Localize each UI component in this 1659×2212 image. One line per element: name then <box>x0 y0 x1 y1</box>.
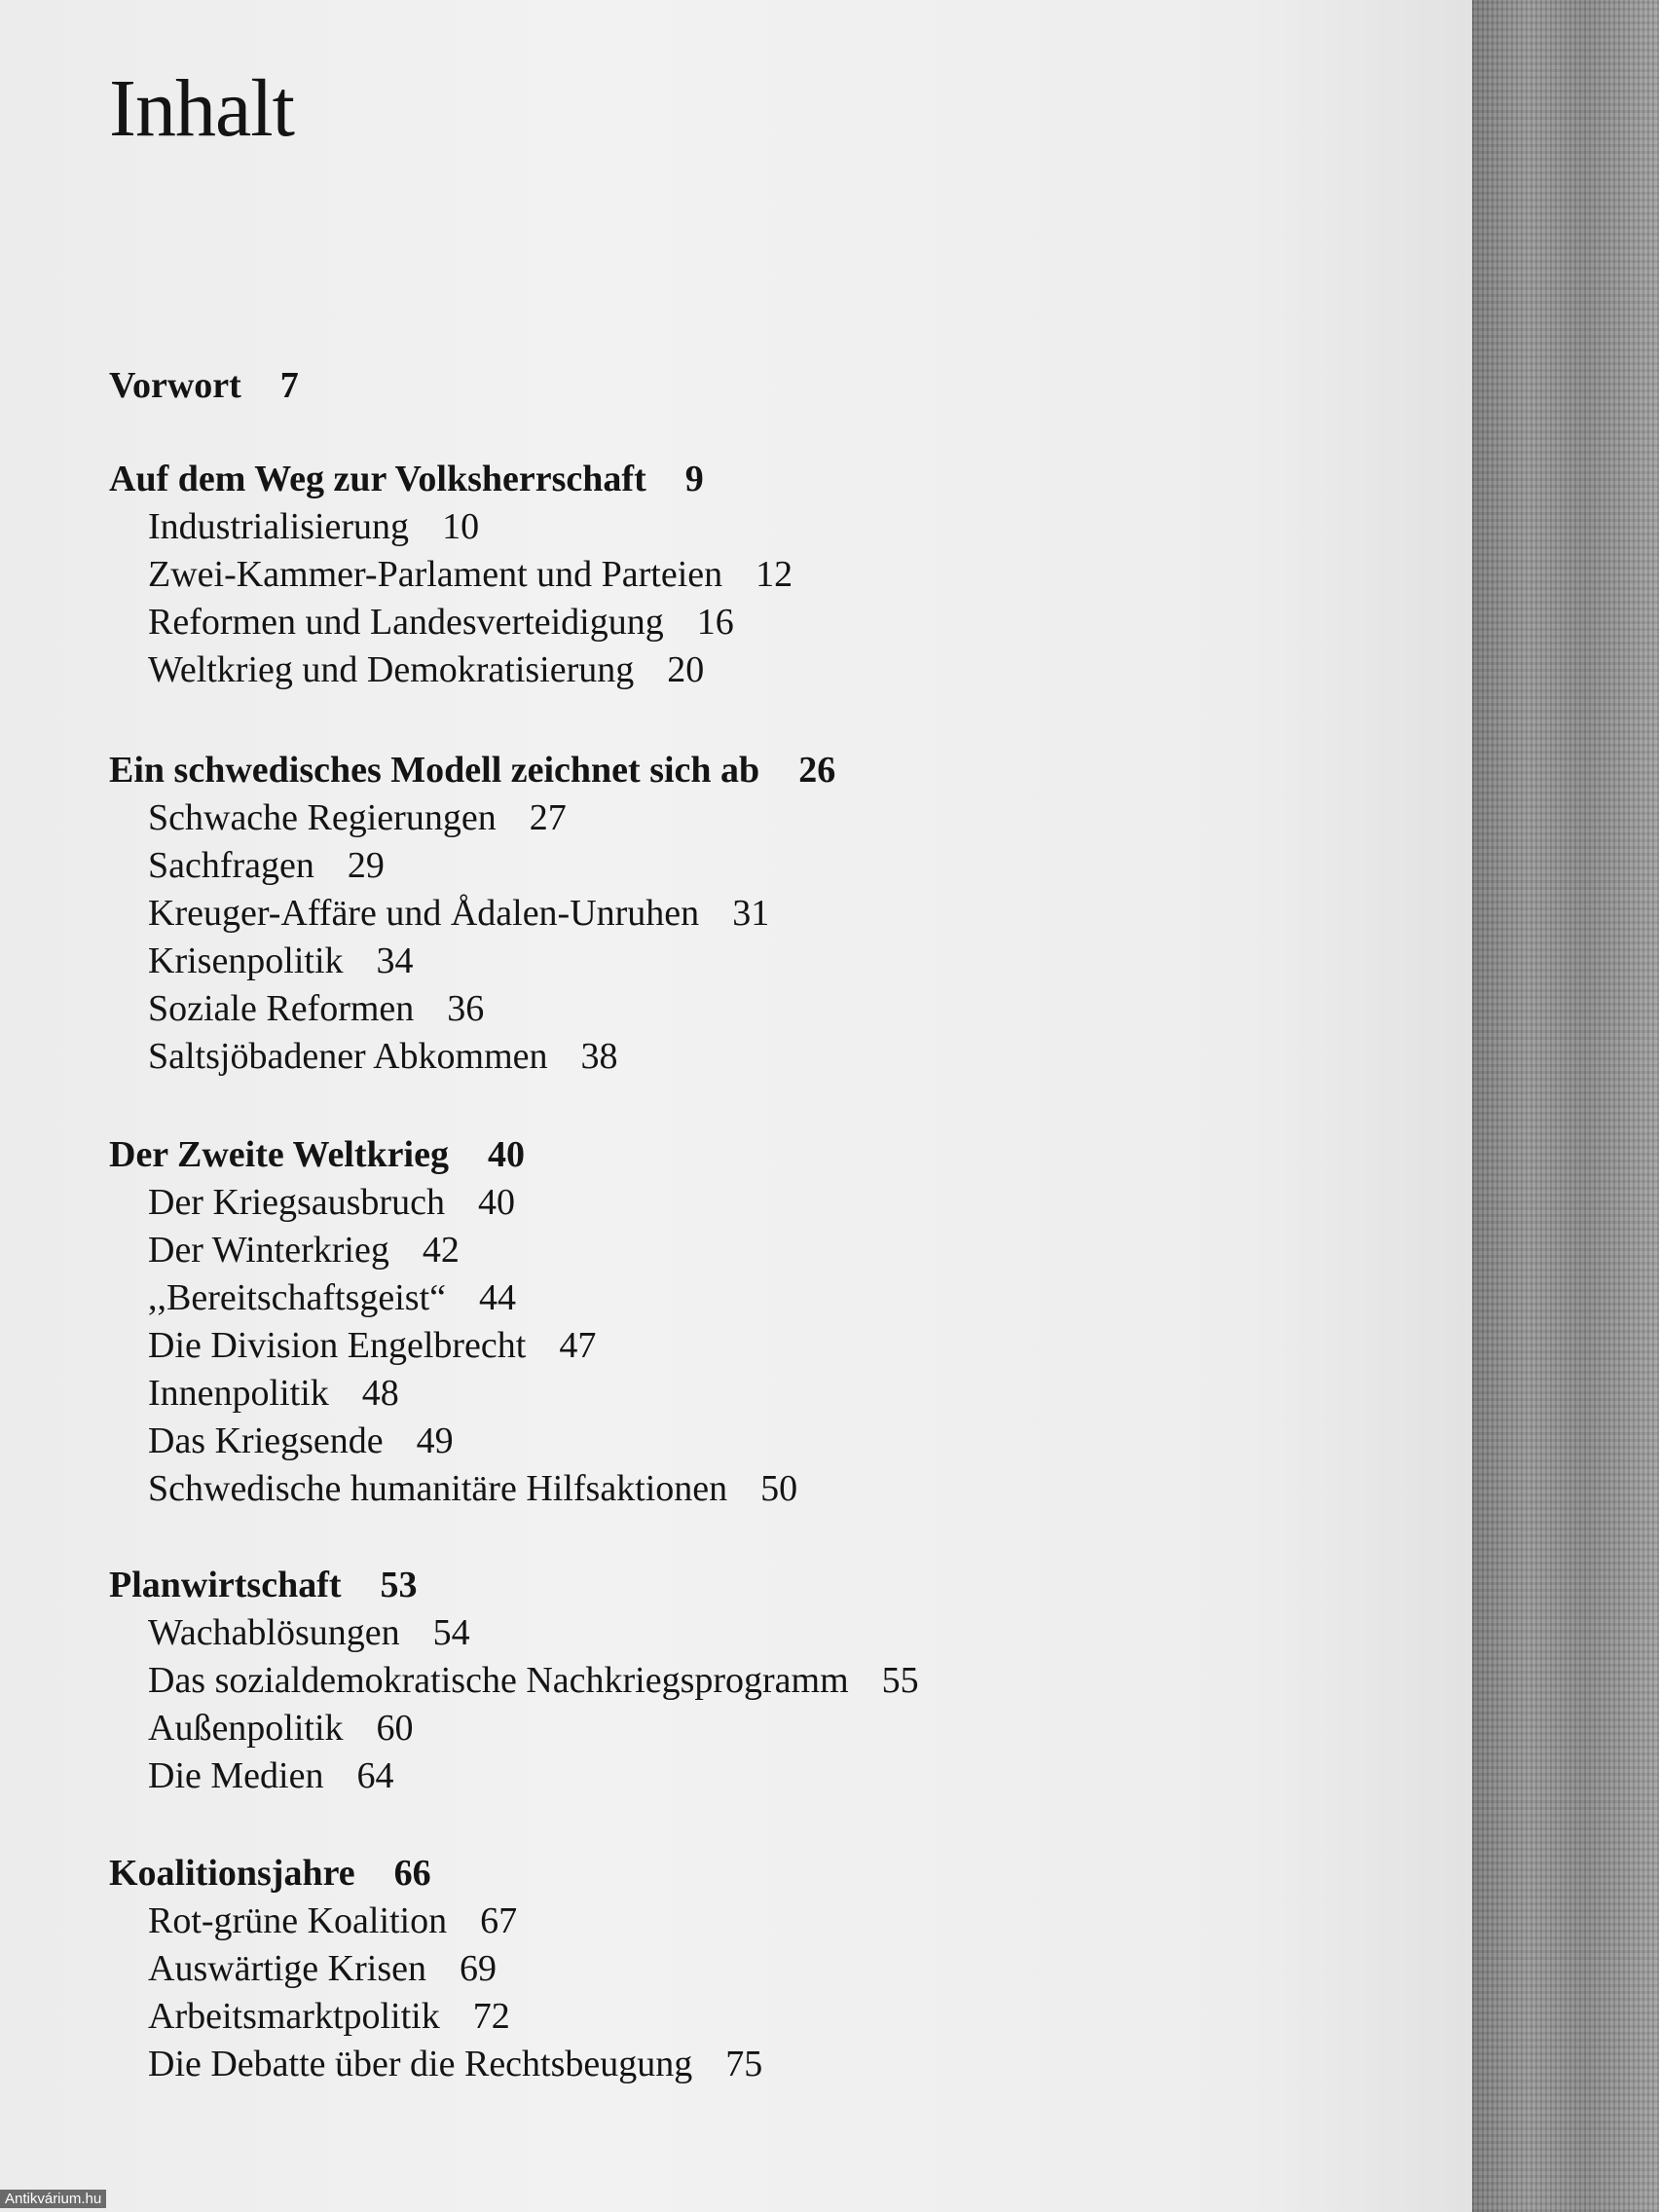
chapter-heading <box>109 1562 919 1609</box>
entry-page-number: 27 <box>529 797 567 838</box>
entry-page-number: 31 <box>732 893 770 934</box>
chapter-title: Koalitionsjahre <box>109 1853 355 1894</box>
toc-entry <box>109 1657 919 1705</box>
entry-title: Schwache Regierungen <box>148 797 497 838</box>
chapter-page-number: 9 <box>684 459 704 499</box>
chapter-title: Auf dem Weg zur Volksherrschaft <box>109 459 646 499</box>
toc-entry <box>109 1227 797 1274</box>
entry-page-number: 50 <box>760 1468 798 1509</box>
entry-title: Die Division Engelbrecht <box>148 1325 527 1366</box>
entry-title: Der Winterkrieg <box>148 1230 389 1271</box>
entry-page-number: 34 <box>376 940 414 981</box>
entry-page-number: 54 <box>432 1612 470 1653</box>
entry-page-number: 20 <box>667 649 705 690</box>
dark-background-edge <box>1472 0 1659 2212</box>
entry-page-number: 48 <box>361 1373 399 1414</box>
toc-entry <box>109 1609 919 1657</box>
toc-entry <box>109 890 835 938</box>
entry-page-number: 12 <box>756 554 793 595</box>
chapter-heading <box>109 1850 762 1898</box>
entry-page-number: 64 <box>356 1755 394 1796</box>
entry-page-number: 40 <box>477 1182 515 1223</box>
entry-page-number: 36 <box>447 988 485 1029</box>
chapter-title: Ein schwedisches Modell zeichnet sich ab <box>109 750 760 791</box>
watermark-label: Antikvárium.hu <box>0 2190 106 2208</box>
toc-entry <box>109 599 793 646</box>
toc-chapter <box>109 456 793 694</box>
entry-title: Soziale Reformen <box>148 988 415 1029</box>
entry-title: Zwei-Kammer-Parlament und Parteien <box>148 554 723 595</box>
chapter-page-number: 7 <box>279 365 299 406</box>
entry-page-number: 75 <box>725 2044 763 2084</box>
toc-chapter <box>109 1850 762 2088</box>
entry-title: Rot-grüne Koalition <box>148 1900 448 1941</box>
chapter-heading <box>109 362 299 410</box>
toc-entry <box>109 794 835 842</box>
chapter-page-number: 40 <box>487 1134 525 1175</box>
entry-page-number: 44 <box>479 1277 517 1318</box>
entry-page-number: 38 <box>580 1036 618 1077</box>
chapter-title: Planwirtschaft <box>109 1565 342 1605</box>
page-title: Inhalt <box>109 63 294 154</box>
toc-entry <box>109 551 793 599</box>
entry-title: Schwedische humanitäre Hilfsaktionen <box>148 1468 728 1509</box>
toc-entry <box>109 1993 762 2041</box>
chapter-heading <box>109 456 793 503</box>
entry-title: Wachablösungen <box>148 1612 400 1653</box>
entry-title: Industrialisierung <box>148 506 410 547</box>
toc-entry <box>109 1898 762 1945</box>
toc-entry <box>109 1274 797 1322</box>
toc-entry <box>109 646 793 694</box>
toc-entry <box>109 1465 797 1513</box>
entry-title: Der Kriegsausbruch <box>148 1182 445 1223</box>
entry-title: Arbeitsmarktpolitik <box>148 1996 440 2037</box>
entry-title: Krisenpolitik <box>148 940 344 981</box>
toc-entry <box>109 1752 919 1800</box>
chapter-title: Vorwort <box>109 365 241 406</box>
entry-title: Die Medien <box>148 1755 324 1796</box>
entry-page-number: 55 <box>881 1660 919 1701</box>
entry-page-number: 60 <box>376 1708 414 1749</box>
toc-entry <box>109 1322 797 1370</box>
entry-page-number: 72 <box>472 1996 510 2037</box>
entry-page-number: 47 <box>559 1325 597 1366</box>
toc-entry <box>109 938 835 985</box>
chapter-page-number: 26 <box>798 750 836 791</box>
toc-entry <box>109 842 835 890</box>
entry-page-number: 10 <box>442 506 480 547</box>
entry-page-number: 29 <box>347 845 385 886</box>
entry-page-number: 16 <box>696 602 734 643</box>
entry-page-number: 69 <box>459 1948 497 1989</box>
toc-chapter <box>109 747 835 1081</box>
entry-page-number: 42 <box>422 1230 460 1271</box>
entry-title: Kreuger-Affäre und Ådalen-Unruhen <box>148 893 700 934</box>
chapter-title: Der Zweite Weltkrieg <box>109 1134 449 1175</box>
entry-page-number: 67 <box>480 1900 518 1941</box>
entry-title: Reformen und Landesverteidigung <box>148 602 664 643</box>
toc-entry <box>109 503 793 551</box>
entry-title: Innenpolitik <box>148 1373 329 1414</box>
entry-title: Außenpolitik <box>148 1708 344 1749</box>
toc-chapter <box>109 1131 797 1513</box>
toc-entry <box>109 1945 762 1993</box>
toc-entry <box>109 2041 762 2088</box>
entry-title: Das sozialdemokratische Nachkriegsprogramm <box>148 1660 849 1701</box>
chapter-page-number: 53 <box>380 1565 418 1605</box>
entry-title: Die Debatte über die Rechtsbeugung <box>148 2044 693 2084</box>
entry-title: Saltsjöbadener Abkommen <box>148 1036 548 1077</box>
toc-entry <box>109 1418 797 1465</box>
toc-entry <box>109 1370 797 1418</box>
entry-title: ,,Bereitschaftsgeist“ <box>148 1277 447 1318</box>
toc-entry <box>109 985 835 1033</box>
entry-title: Sachfragen <box>148 845 314 886</box>
entry-title: Auswärtige Krisen <box>148 1948 426 1989</box>
entry-title: Weltkrieg und Demokratisierung <box>148 649 635 690</box>
toc-chapter <box>109 1562 919 1800</box>
toc-entry <box>109 1705 919 1752</box>
chapter-page-number: 66 <box>393 1853 431 1894</box>
chapter-heading <box>109 747 835 794</box>
toc-chapter <box>109 362 299 410</box>
entry-page-number: 49 <box>416 1420 454 1461</box>
toc-entry <box>109 1033 835 1081</box>
chapter-heading <box>109 1131 797 1179</box>
entry-title: Das Kriegsende <box>148 1420 384 1461</box>
toc-entry <box>109 1179 797 1227</box>
